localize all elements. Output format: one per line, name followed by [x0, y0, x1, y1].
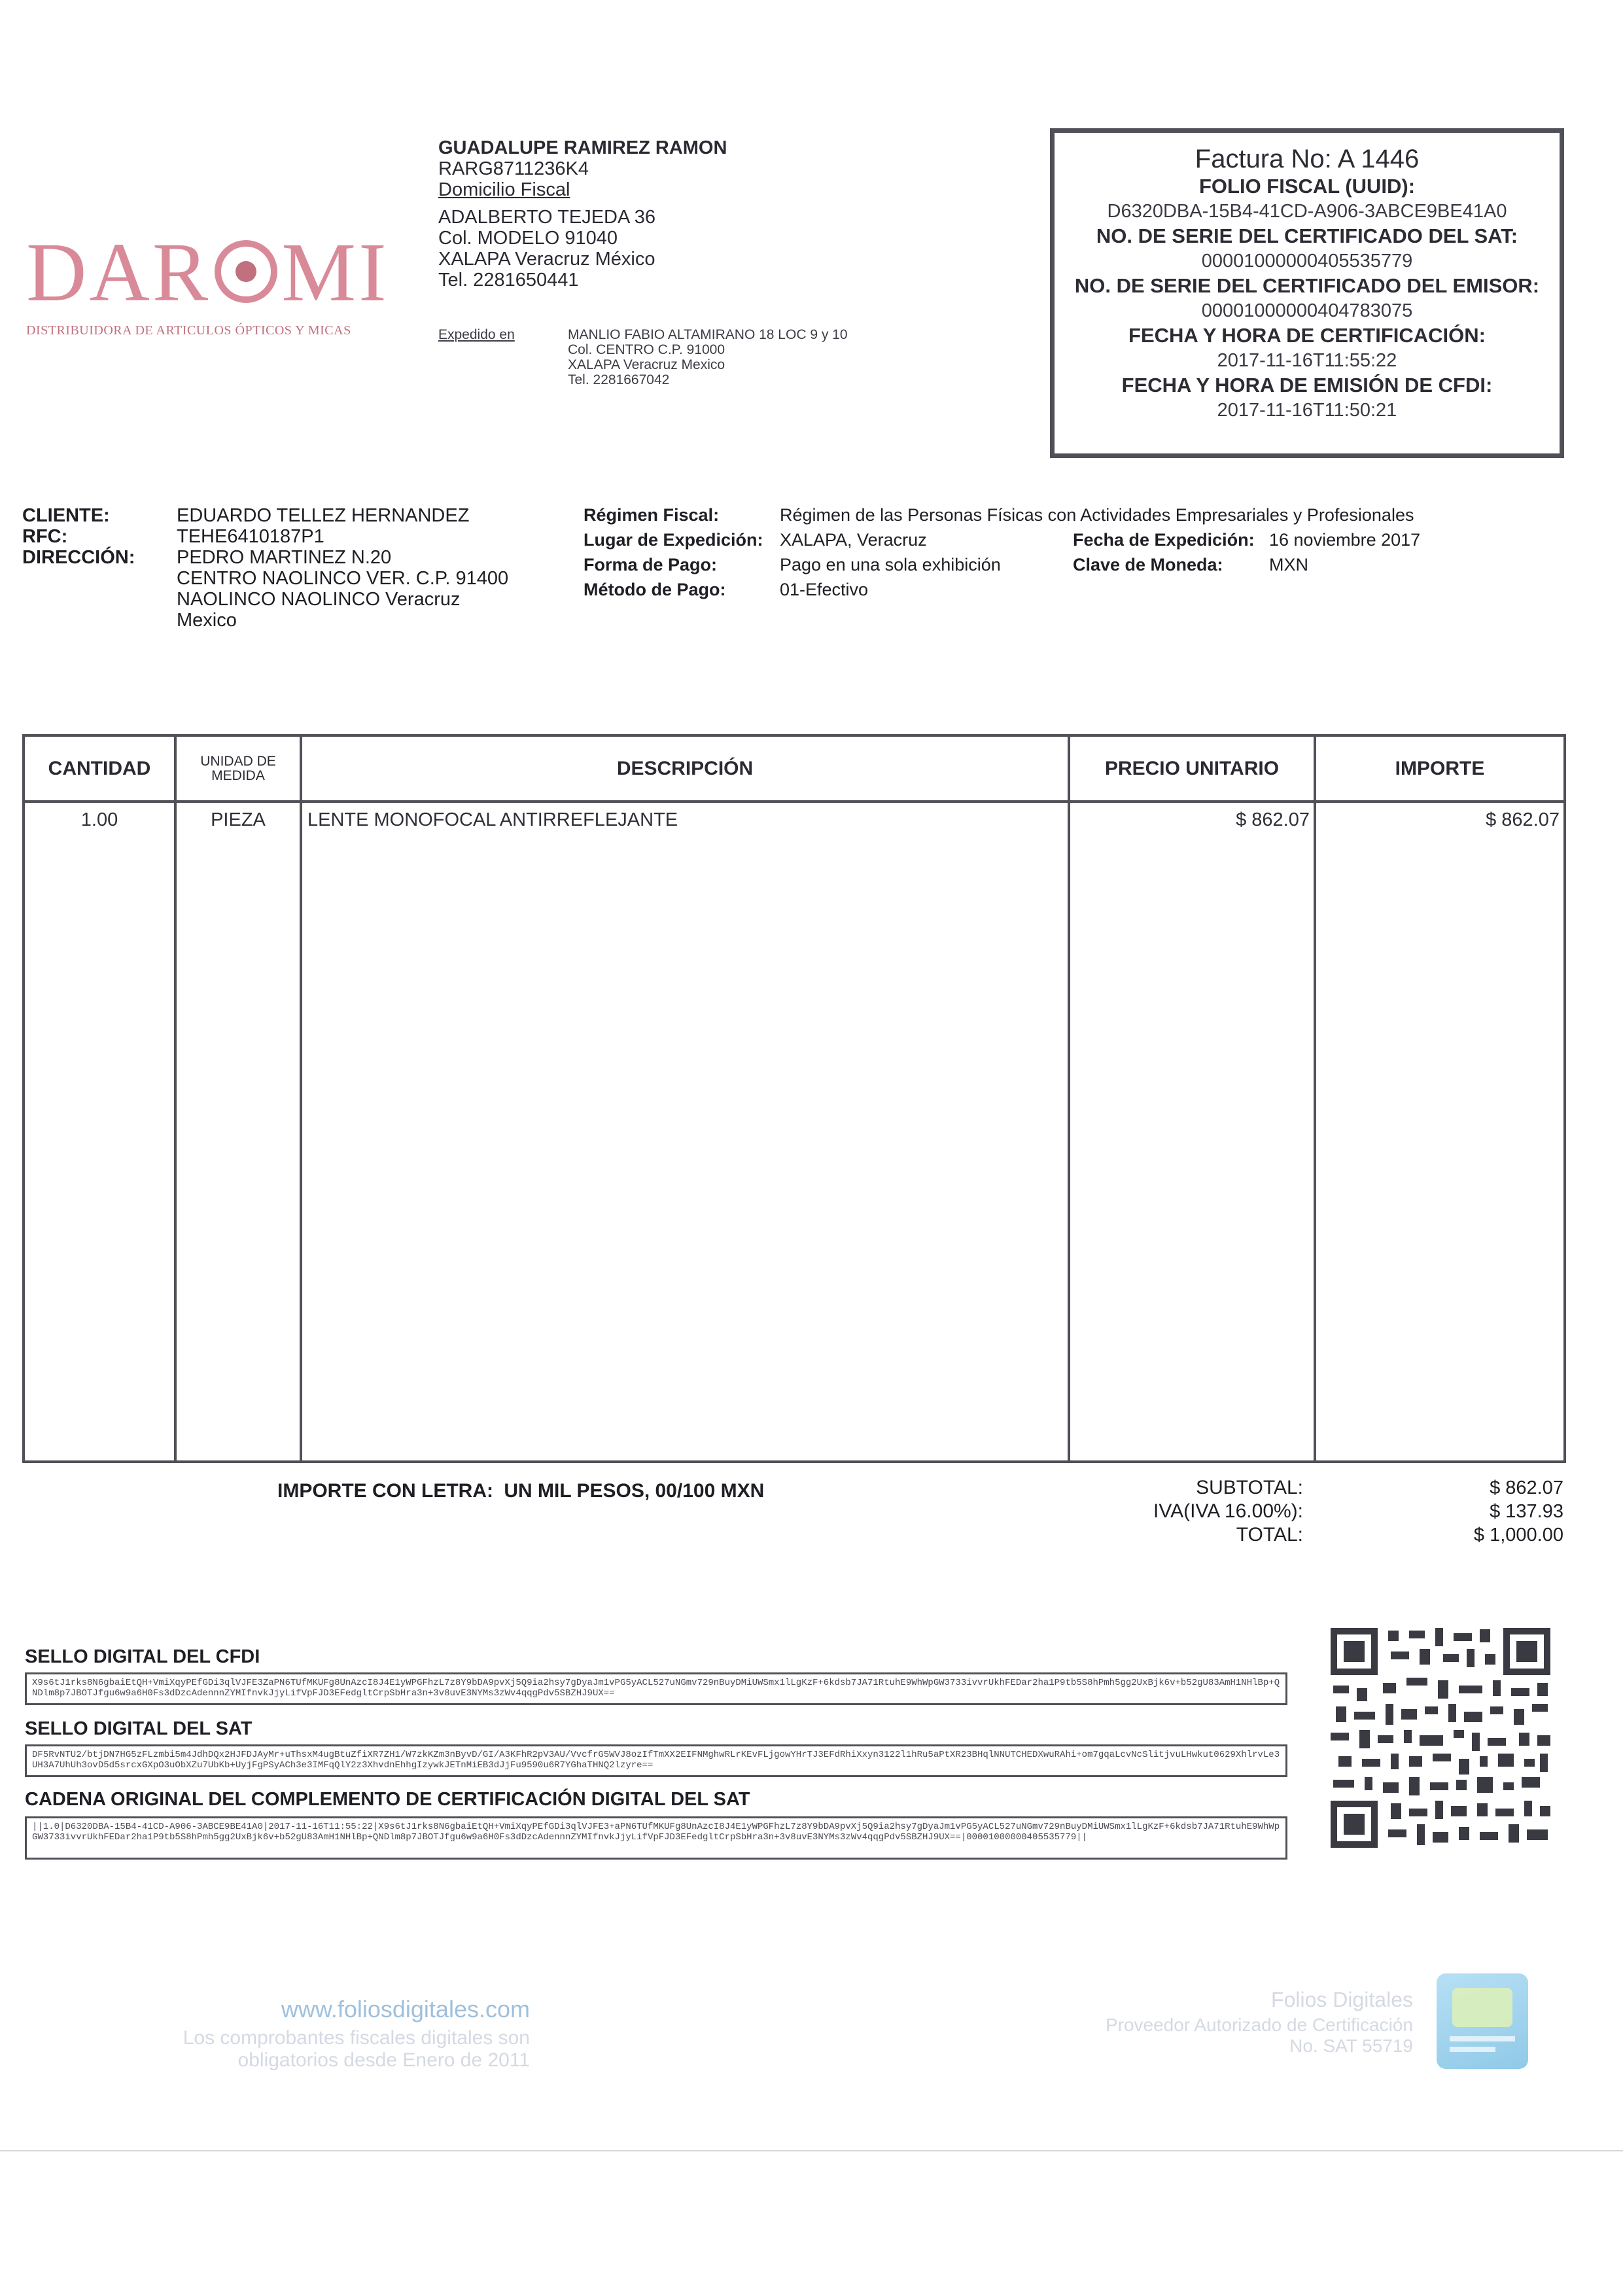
qr-code [1328, 1625, 1553, 1850]
header-importe: IMPORTE [1315, 735, 1565, 802]
moneda-value: MXN [1269, 555, 1308, 574]
regimen-label: Régimen Fiscal: [584, 505, 720, 525]
cliente-values [177, 505, 569, 631]
watermark-line: Los comprobantes fiscales digitales son [183, 2027, 530, 2049]
logo-word-left: DAR [26, 226, 211, 319]
fecha-moneda-labels [1073, 527, 1255, 577]
logo-word-right: MI [281, 226, 389, 319]
cell-importe: $ 862.07 [1315, 802, 1565, 1462]
importe-letra-label: IMPORTE CON LETRA: [277, 1480, 493, 1502]
sello-sat-title: SELLO DIGITAL DEL SAT [25, 1718, 253, 1739]
rfc-label: RFC: [22, 526, 68, 547]
serie-sat-value: 00001000000405535779 [1201, 251, 1413, 272]
cell-precio: $ 862.07 [1069, 802, 1315, 1462]
cliente-name: EDUARDO TELLEZ HERNANDEZ [177, 505, 470, 526]
emisor-block [438, 137, 896, 291]
header-unidad: UNIDAD DE MEDIDA [175, 735, 301, 802]
expedido-address [568, 327, 908, 387]
cadena-original-title: CADENA ORIGINAL DEL COMPLEMENTO DE CERTIFICACIÓN DIGITAL DEL SAT [25, 1789, 750, 1810]
provider-name: Folios Digitales [1271, 1988, 1413, 2011]
emision-value: 2017-11-16T11:50:21 [1217, 400, 1397, 421]
emisor-name: GUADALUPE RAMIREZ RAMON [438, 137, 727, 158]
serie-sat-label: NO. DE SERIE DEL CERTIFICADO DEL SAT: [1096, 224, 1518, 247]
emisor-address-line: XALAPA Veracruz México [438, 249, 655, 270]
cell-unidad: PIEZA [175, 802, 301, 1462]
emision-label: FECHA Y HORA DE EMISIÓN DE CFDI: [1121, 374, 1493, 397]
fecha-value: 16 noviembre 2017 [1269, 530, 1421, 550]
folio-value: D6320DBA-15B4-41CD-A906-3ABCE9BE41A0 [1107, 201, 1507, 222]
importe-letra-value: UN MIL PESOS, 00/100 MXN [504, 1480, 765, 1502]
qr-code-icon [1328, 1625, 1553, 1850]
totals-values [1374, 1476, 1563, 1547]
cliente-address-line: Mexico [177, 610, 237, 631]
footer-watermark-left [150, 1996, 530, 2072]
header-precio: PRECIO UNITARIO [1069, 735, 1315, 802]
lugar-value: XALAPA, Veracruz [780, 530, 927, 550]
metodo-label: Método de Pago: [584, 580, 726, 599]
moneda-label: Clave de Moneda: [1073, 555, 1223, 574]
header-descripcion: DESCRIPCIÓN [301, 735, 1069, 802]
header-cantidad: CANTIDAD [24, 735, 175, 802]
provider-url: www.foliosdigitales.com [281, 1996, 530, 2022]
provider-sat-number: No. SAT 55719 [1289, 2036, 1413, 2056]
cliente-rfc: TEHE6410187P1 [177, 526, 324, 547]
fecha-label: Fecha de Expedición: [1073, 530, 1255, 550]
direccion-label: DIRECCIÓN: [22, 547, 135, 568]
cell-cantidad: 1.00 [24, 802, 175, 1462]
emisor-address-line: ADALBERTO TEJEDA 36 [438, 207, 656, 228]
company-logo [26, 226, 393, 338]
fecha-moneda-values [1269, 527, 1420, 577]
sello-cfdi-title: SELLO DIGITAL DEL CFDI [25, 1646, 260, 1667]
footer-watermark-right [1073, 1988, 1413, 2057]
forma-label: Forma de Pago: [584, 555, 718, 574]
expedido-line: Tel. 2281667042 [568, 372, 670, 387]
logo-tagline: DISTRIBUIDORA DE ARTICULOS ÓPTICOS Y MICAS [26, 323, 351, 338]
folio-label: FOLIO FISCAL (UUID): [1198, 175, 1416, 198]
watermark-line: obligatorios desde Enero de 2011 [237, 2049, 530, 2071]
subtotal-value: $ 862.07 [1490, 1477, 1563, 1498]
eye-icon [215, 240, 277, 303]
expedido-line: Col. CENTRO C.P. 91000 [568, 342, 725, 357]
total-label: TOTAL: [1236, 1524, 1303, 1545]
folio-box [1050, 128, 1564, 458]
table-row [24, 802, 1565, 1462]
provider-authorization: Proveedor Autorizado de Certificación [1105, 2015, 1413, 2035]
cadena-original-box: ||1.0|D6320DBA-15B4-41CD-A906-3ABCE9BE41A0|2017-11-16T11:55:22|X9s6tJ1rks8N6gbaiEtQH+VmiXqyPEfGDi3qlVJFE3+aPN6TUfMKUFg8UnAzcI8J4E1yWPGFhzL7z8Y9bDA9pvXj5Q9ia2hsy7gDyaJm1vPG5yACL527uNGmv729nBuyDMiUWSmx1lLgKzF+6kdsb7JA71RtuhE9WhWpGW3733ivvrUkhFEDar2ha1P9tb5S8hPmh5gg2UxBjk6v+b52gU83AmH1NHlBp+QNDlm8p7JBOTJfgu6w9a6H0Fs3dDzcAdennnZYMIfnvkJjyLifVpFJD3EFedgltCrpSbHra3n+3v8uvE3NYMs3zWv4qqgPdv5SBZHJ9UX==|00001000000405535779|| [25, 1816, 1287, 1860]
cliente-address-line: CENTRO NAOLINCO VER. C.P. 91400 [177, 568, 509, 589]
regimen-value: Régimen de las Personas Físicas con Actividades Empresariales y Profesionales [780, 505, 1414, 525]
fiscal-labels [584, 503, 763, 602]
serie-emisor-label: NO. DE SERIE DEL CERTIFICADO DEL EMISOR: [1074, 274, 1540, 297]
emisor-address-line: Col. MODELO 91040 [438, 228, 618, 249]
expedido-line: XALAPA Veracruz Mexico [568, 357, 725, 372]
lugar-label: Lugar de Expedición: [584, 530, 763, 550]
items-table [22, 734, 1566, 1463]
certificacion-label: FECHA Y HORA DE CERTIFICACIÓN: [1128, 324, 1486, 347]
forma-value: Pago en una sola exhibición [780, 555, 1001, 574]
cliente-label: CLIENTE: [22, 505, 110, 526]
iva-value: $ 137.93 [1490, 1501, 1563, 1522]
cell-descripcion: LENTE MONOFOCAL ANTIRREFLEJANTE [301, 802, 1069, 1462]
factura-number: Factura No: A 1446 [1195, 145, 1420, 173]
cliente-address-line: PEDRO MARTINEZ N.20 [177, 547, 392, 568]
emisor-rfc: RARG8711236K4 [438, 158, 589, 179]
metodo-value: 01-Efectivo [780, 580, 869, 599]
total-value: $ 1,000.00 [1473, 1525, 1563, 1545]
iva-label: IVA(IVA 16.00%): [1153, 1500, 1303, 1522]
logo-wordmark [26, 226, 393, 319]
domicilio-label: Domicilio Fiscal [438, 179, 570, 200]
emisor-phone: Tel. 2281650441 [438, 270, 579, 291]
sello-cfdi-box: X9s6tJ1rks8N6gbaiEtQH+VmiXqyPEfGDi3qlVJFE3ZaPN6TUfMKUFg8UnAzcI8J4E1yWPGFhzL7z8Y9bDA9pvXj5Q9ia2hsy7gDyaJm1vPG5yACL527uNGmv729nBuyDMiUWSmx1lLgKzF+6kdsb7JA71RtuhE9WhWpGW3733ivvrUkhFEDar2ha1P9tb5S8hPmh5gg2UxBjk6v+b52gU83AmH1NHlBp+QNDlm8p7JBOTJfgu6w9a6H0Fs3dDzcAdennnZYMIfnvkJjyLifVpFJD3EFedgltCrpSbHra3n+3v8uvE3NYMs3zWv4qqgPdv5SBZHJ9UX== [25, 1672, 1287, 1705]
importe-letra [277, 1480, 764, 1502]
expedido-label: Expedido en [438, 327, 515, 342]
footer-divider [0, 2150, 1623, 2151]
certificacion-value: 2017-11-16T11:55:22 [1217, 350, 1397, 371]
cliente-labels [22, 505, 135, 568]
provider-seal-icon [1437, 1973, 1528, 2069]
subtotal-label: SUBTOTAL: [1196, 1477, 1303, 1498]
expedido-line: MANLIO FABIO ALTAMIRANO 18 LOC 9 y 10 [568, 327, 848, 342]
sello-sat-box: DF5RvNTU2/btjDN7HG5zFLzmbi5m4JdhDQx2HJFDJAyMr+uThsxM4ugBtuZfiXR7ZH1/W7zkKZm3nByvD/GI/A3KFhR2pV3AU/VvcfrG5WVJ8ozIfTmXX2EIFNMghwRLrKEvFLjgowYHrTJ3EFdRhiXxyn3122l1hRu5aPtXR23BHqlNNUTCHEDXwuRAhi+om7gqaLcvNcSlitjvuLHwkut0629XhlrvLe3UH3A7UhUh3ovD5d5srcxGXpO3uObXZu7UbKb+UyjFgPSyACh3e3IMFqQlY2z3XhvdnEhhgIzywkJETnMiEB3dJjFu9590u6R7YGhaTHNQ2lzyre== [25, 1744, 1287, 1777]
table-header-row [24, 735, 1565, 802]
serie-emisor-value: 00001000000404783075 [1201, 300, 1413, 321]
totals-labels [1047, 1476, 1303, 1547]
cliente-address-line: NAOLINCO NAOLINCO Veracruz [177, 589, 461, 610]
